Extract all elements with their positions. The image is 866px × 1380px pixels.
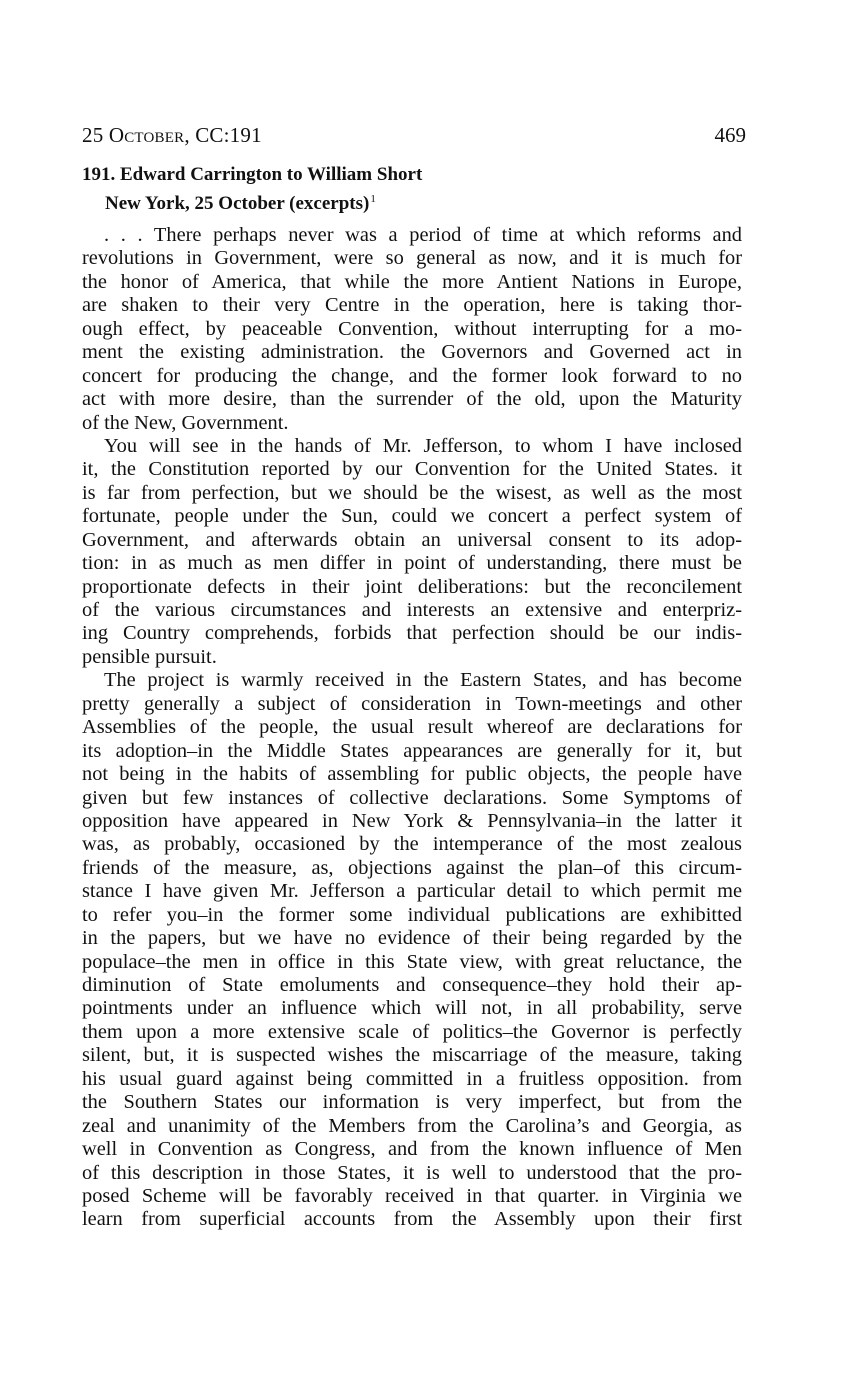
running-head-date-ref bbox=[82, 122, 262, 148]
text-line: pensible pursuit. bbox=[82, 645, 217, 668]
text-line: learn from superficial accounts from the Assembly upon their first bbox=[82, 1208, 742, 1231]
document-title-line2 bbox=[82, 187, 746, 216]
text-line: Assemblies of the people, the usual result whereof are declarations for bbox=[82, 716, 742, 739]
text-line: in the papers, but we have no evidence of their being regarded by the bbox=[82, 927, 742, 950]
text-line: of the various circumstances and interests an extensive and enterpriz- bbox=[82, 599, 742, 621]
text-line: Government, and afterwards obtain an universal consent to its adop- bbox=[82, 528, 742, 551]
text-line: not being in the habits of assembling for public objects, the people have bbox=[82, 763, 742, 786]
text-line: populace–the men in office in this State view, with great reluctance, the bbox=[82, 950, 742, 973]
text-line: his usual guard against being committed in a fruitless opposition. from bbox=[82, 1067, 742, 1090]
text-line: was, as probably, occasioned by the intemperance of the most zealous bbox=[82, 833, 742, 856]
text-line: its adoption–in the Middle States appearances are generally for it, but bbox=[82, 739, 742, 762]
text-line: ing Country comprehends, forbids that perfection should be our indis- bbox=[82, 622, 742, 645]
document-title bbox=[82, 163, 746, 216]
text-line: friends of the measure, as, objections against the plan–of this circum- bbox=[82, 856, 742, 879]
text-line: pointments under an influence which will not, in all probability, serve bbox=[82, 997, 742, 1020]
text-line: it, the Constitution reported by our Convention for the United States. it bbox=[82, 458, 742, 481]
text-line: stance I have given Mr. Jefferson a particular detail to which permit me bbox=[82, 880, 742, 903]
text-line: silent, but, it is suspected wishes the miscarriage of the measure, taking bbox=[82, 1044, 742, 1067]
text-line: are shaken to their very Centre in the operation, here is taking thor- bbox=[82, 294, 742, 317]
text-line: The project is warmly received in the Eastern States, and has become bbox=[104, 669, 742, 692]
text-line: the Southern States our information is very imperfect, but from the bbox=[82, 1091, 742, 1114]
document-title-place-date: New York, 25 October (excerpts) bbox=[105, 193, 370, 214]
text-line: proportionate defects in their joint deliberations: but the reconcilement bbox=[82, 575, 742, 598]
text-line: to refer you–in the former some individual publications are exhibitted bbox=[82, 903, 742, 926]
text-line: of this description in those States, it is well to understood that the pro- bbox=[82, 1161, 742, 1184]
text-line: the honor of America, that while the more Antient Nations in Europe, bbox=[82, 270, 742, 293]
paragraph bbox=[82, 224, 742, 435]
text-line: ment the existing administration. the Governors and Governed act in bbox=[82, 341, 742, 364]
text-line: tion: in as much as men differ in point of understanding, there must be bbox=[82, 552, 742, 575]
letter-body bbox=[82, 224, 742, 1232]
text-line: pretty generally a subject of consideration in Town-meetings and other bbox=[82, 692, 742, 715]
text-line: fortunate, people under the Sun, could we concert a perfect system of bbox=[82, 505, 742, 528]
paragraph bbox=[82, 669, 742, 1232]
running-head bbox=[82, 122, 746, 148]
footnote-marker: 1 bbox=[370, 193, 376, 205]
text-line: diminution of State emoluments and consequence–they hold their ap- bbox=[82, 974, 742, 996]
running-head-month: October bbox=[108, 123, 185, 147]
running-head-day: 25 bbox=[82, 123, 104, 147]
text-line: act with more desire, than the surrender of the old, upon the Maturity bbox=[82, 388, 742, 411]
text-line: them upon a more extensive scale of politics–the Governor is perfectly bbox=[82, 1020, 742, 1043]
text-line: is far from perfection, but we should be the wisest, as well as the most bbox=[82, 481, 742, 504]
running-head-doc-ref: , CC:191 bbox=[184, 123, 262, 147]
text-line: of the New, Government. bbox=[82, 411, 289, 434]
text-line: . . . There perhaps never was a period of time at which reforms and bbox=[104, 224, 742, 246]
text-line: zeal and unanimity of the Members from the Carolina’s and Georgia, as bbox=[82, 1114, 742, 1137]
text-line: ough effect, by peaceable Convention, without interrupting for a mo- bbox=[82, 317, 742, 340]
page-number: 469 bbox=[714, 123, 746, 147]
text-line: opposition have appeared in New York & Pennsylvania–in the latter it bbox=[82, 809, 742, 832]
paragraph bbox=[82, 435, 742, 669]
text-line: well in Convention as Congress, and from the known influence of Men bbox=[82, 1138, 742, 1161]
text-line: You will see in the hands of Mr. Jefferson, to whom I have inclosed bbox=[104, 434, 742, 457]
text-line: given but few instances of collective declarations. Some Symptoms of bbox=[82, 786, 742, 809]
document-title-line1: 191. Edward Carrington to William Short bbox=[82, 164, 423, 185]
text-line: posed Scheme will be favorably received in that quarter. in Virginia we bbox=[82, 1184, 742, 1207]
text-line: revolutions in Government, were so general as now, and it is much for bbox=[82, 247, 742, 270]
text-line: concert for producing the change, and the former look forward to no bbox=[82, 364, 742, 387]
